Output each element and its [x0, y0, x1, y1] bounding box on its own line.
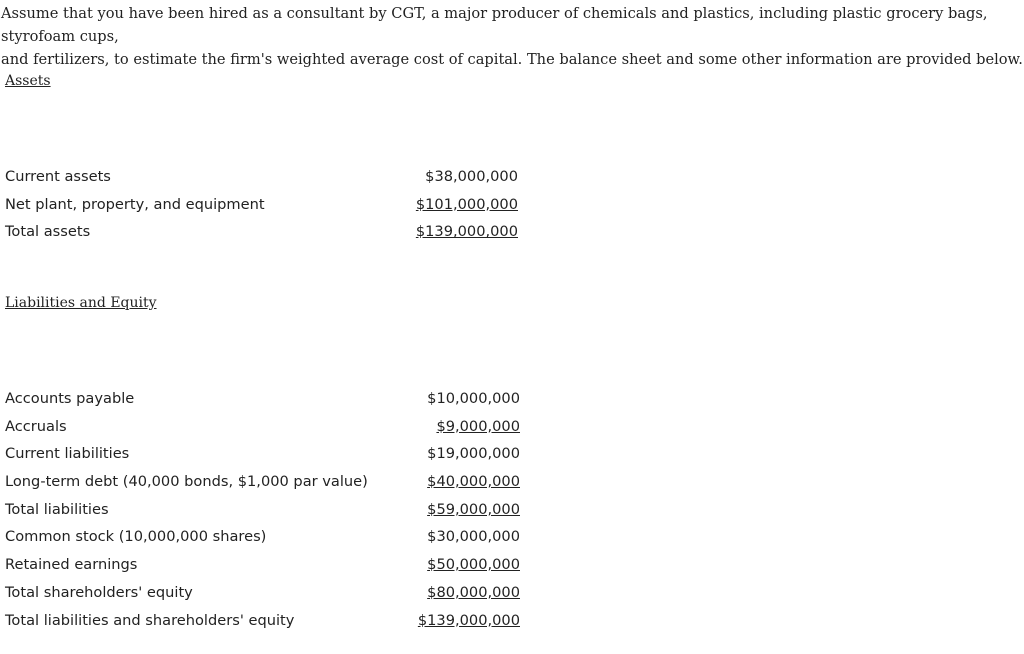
row-label: Total liabilities and shareholders' equity — [5, 611, 295, 629]
row-value: $59,000,000 — [427, 500, 520, 518]
row-label: Current liabilities — [5, 445, 130, 463]
row-label: Retained earnings — [5, 556, 138, 574]
assets-heading: Assets — [5, 73, 51, 89]
row-label: Total assets — [5, 223, 91, 241]
row-label: Net plant, property, and equipment — [5, 195, 265, 213]
row-value: $19,000,000 — [427, 445, 520, 463]
row-label: Accruals — [5, 417, 67, 435]
row-value: $10,000,000 — [427, 390, 520, 407]
row-value: $139,000,000 — [415, 223, 518, 241]
row-value: $30,000,000 — [427, 528, 520, 546]
row-label: Common stock (10,000,000 shares) — [5, 528, 267, 546]
problem-statement-line-1: Assume that you have been hired as a consultant by CGT, a major producer of chemicals and plastics, including plastic grocery bags, styrofoam cups, — [1, 5, 988, 45]
problem-statement-line-2: and fertilizers, to estimate the firm's weighted average cost of capital. The balance sheet and some other information are provided below. — [1, 51, 1023, 68]
row-label: Accounts payable — [5, 390, 135, 407]
row-value: $40,000,000 — [427, 473, 520, 491]
row-value: $9,000,000 — [436, 417, 520, 435]
problem-statement — [1, 2, 1023, 71]
row-value: $139,000,000 — [417, 611, 520, 629]
row-value: $50,000,000 — [427, 556, 520, 574]
row-label: Total liabilities — [5, 500, 109, 518]
row-label: Total shareholders' equity — [5, 583, 193, 601]
row-value: $38,000,000 — [425, 168, 518, 185]
liabilities-heading: Liabilities and Equity — [5, 295, 157, 311]
row-label: Long-term debt (40,000 bonds, $1,000 par value) — [5, 473, 368, 491]
row-value: $101,000,000 — [415, 195, 518, 213]
row-label: Current assets — [5, 168, 111, 185]
row-value: $80,000,000 — [427, 583, 520, 601]
